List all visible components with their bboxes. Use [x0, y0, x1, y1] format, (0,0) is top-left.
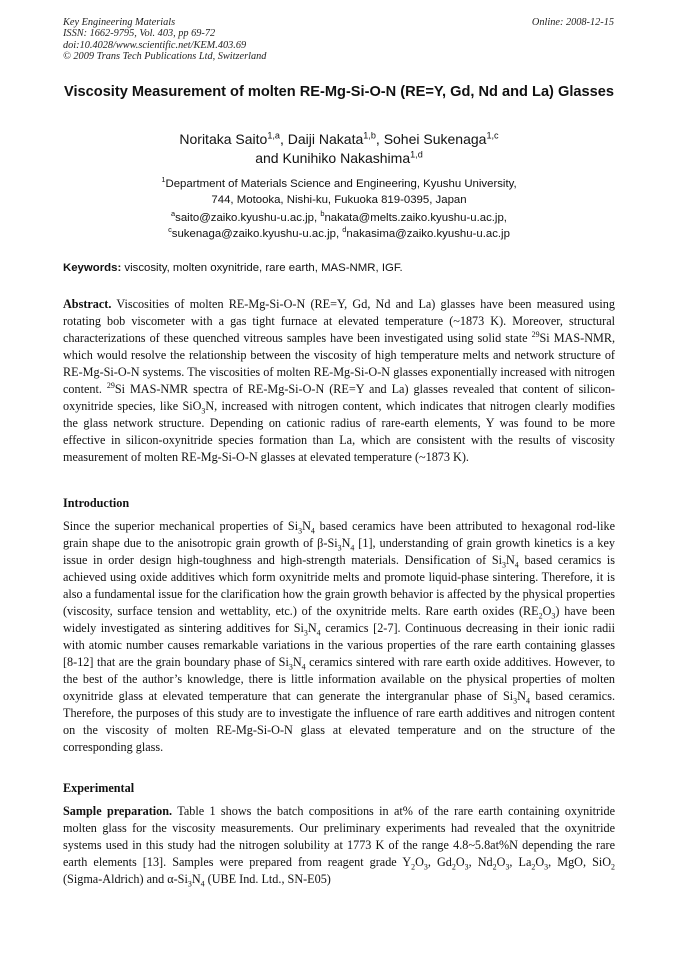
experimental-text: , Gd [427, 855, 452, 869]
subscript: 3 [288, 662, 293, 672]
author-name: Kunihiko Nakashima [282, 150, 411, 166]
abstract-text: Si MAS-NMR, which would resolve the relationship between the viscosity of high temperature melts and network structure of RE-Mg-Si-O-N systems. The viscosities of molten RE-Mg-Si-O-N glasses exponentially increased with nitrogen content. [63, 331, 616, 396]
intro-text: N [292, 655, 302, 669]
journal-name: Key Engineering Materials [63, 17, 176, 28]
subscript: 3 [513, 696, 518, 706]
isotope-sup: 29 [106, 380, 115, 390]
email-list [63, 210, 615, 242]
author-sup: 1,d [410, 149, 423, 160]
subscript: 3 [303, 628, 308, 638]
subscript: 3 [544, 862, 549, 872]
intro-text: ceramics [2-7]. Continuous decreasing in their ionic radii with atomic number causes remarkable variations in the various properties of the rare earth containing glasses [8-12] that are the grain boundary phase of Si [63, 621, 615, 669]
email-sup: c [168, 225, 172, 235]
intro-text: N [505, 553, 515, 567]
intro-text: ceramics sintered with rare earth oxide additives. However, to the best of the author’s knowledge, there is little information available on the physical properties of molten oxynitride glass at elevated temperature that can generate the intergranular phase of Si [63, 655, 615, 703]
intro-text: based ceramics have been attributed to hexagonal rod-like grain shape due to the anisotropic grain growth of β-Si [63, 519, 615, 550]
experimental-heading: Experimental [63, 781, 135, 795]
subscript: 3 [298, 526, 303, 536]
doi: doi:10.4028/www.scientific.net/KEM.403.69 [63, 39, 247, 51]
issn: ISSN: 1662-9795, Vol. 403, pp 69-72 [63, 28, 216, 40]
subscript: 4 [310, 526, 315, 536]
intro-text: O [542, 604, 552, 618]
affiliation-line: Department of Materials Science and Engineering, Kyushu University, [165, 178, 517, 190]
subscript: 3 [464, 862, 469, 872]
copyright: © 2009 Trans Tech Publications Ltd, Switzerland [63, 50, 267, 62]
abstract [63, 296, 615, 466]
experimental-paragraph [63, 803, 615, 888]
email-link[interactable]: saito@zaiko.kyushu-u.ac.jp, [175, 212, 318, 224]
subscript: 4 [525, 696, 530, 706]
subscript: 4 [350, 543, 355, 553]
author-sup: 1,b [363, 130, 376, 141]
affiliation [63, 176, 615, 208]
intro-text: ) have been widely investigated as sintering additives for Si [63, 604, 615, 635]
subscript: 3 [502, 560, 506, 570]
author-name: Daiji Nakata [287, 131, 364, 147]
email-sup: b [320, 209, 325, 219]
introduction-paragraph [63, 518, 615, 756]
subscript: 2 [492, 862, 497, 872]
email-sup: d [342, 225, 347, 235]
subscript: 3 [337, 543, 342, 553]
abstract-text: N, increased with nitrogen content, which indicates that nitrogen clearly modifies the glass network structure. Depending on cationic radius of rare-earth elements, Y was found to be more effective in silicon-oxynitride species formation than La, which are consistent with the results of viscosity measurement of molten RE-Mg-Si-O-N glasses at elevated temperature (~1873 K). [63, 399, 615, 464]
affiliation-sup: 1 [161, 175, 166, 185]
author-sup: 1,c [486, 130, 499, 141]
keywords [63, 262, 615, 274]
experimental-text: O [496, 855, 506, 869]
journal-header [63, 17, 266, 62]
experimental-text: Table 1 shows the batch compositions in at% of the rare earth containing oxynitride molten glass for the viscosity measurements. Our preliminary experiments had revealed that the oxynitride systems used in this study had the nitrogen solubility at 1773 K of the range 4.8~5.8at%N depending the rare earth elements [13]. Samples were prepared from reagent grade Y [63, 804, 615, 869]
subscript: 4 [514, 560, 519, 570]
subscript: 2 [538, 611, 543, 621]
intro-text: Since the superior mechanical properties of Si [63, 519, 299, 533]
author-list: Noritaka Saito$^{1,a}$, Daiji Nakata$^{1,b}$, Sohei Sukenaga$^{1,c}$ and Kunihiko Nakashima$^{1,d}$ [179, 130, 499, 166]
subscript: 3 [551, 611, 556, 621]
intro-text: based ceramics is achieved using oxide additives which form oxynitride melts and promote liquid-phase sintering. Therefore, it is also a fundamental issue for the clarification how the grain growth behavior is affected by the physical properties (viscosity, surface tension and wettablity, etc.) of the oxynitride melts. Rare earth oxides (RE [63, 553, 616, 618]
intro-text: based ceramics. Therefore, the purposes of this study are to investigate the influence of rare earth additives and nitrogen content on the viscosity of molten RE-Mg-Si-O-N glass at elevated temperature and on the structure of the corresponding glass. [63, 689, 616, 754]
online-date: Online: 2008-12-15 [531, 17, 614, 28]
experimental-text: , La [509, 855, 532, 869]
intro-text: [1], understanding of grain growth kinetics is a key issue in order design high-toughness and high-strength materials. Densification of Si [63, 536, 615, 567]
author-name: Sohei Sukenaga [383, 131, 487, 147]
subscript: 3 [201, 406, 206, 416]
experimental-text: N [191, 872, 201, 886]
intro-text: N [341, 536, 351, 550]
subscript: 3 [423, 862, 428, 872]
intro-text: N [302, 519, 311, 533]
email-link[interactable]: nakata@melts.zaiko.kyushu-u.ac.jp, [324, 212, 507, 224]
experimental-text: , MgO, SiO [548, 855, 612, 869]
abstract-label: Abstract. [63, 297, 112, 311]
keywords-text: viscosity, molten oxynitride, rare earth, MAS-NMR, IGF. [124, 262, 403, 274]
subscript: 2 [611, 862, 616, 872]
experimental-text: (Sigma-Aldrich) and α-Si [63, 872, 188, 886]
experimental-text: O [535, 855, 545, 869]
paper-title: Viscosity Measurement of molten RE-Mg-Si-O-N (RE=Y, Gd, Nd and La) Glasses [64, 84, 614, 100]
experimental-text: (UBE Ind. Ltd., SN-E05) [204, 872, 331, 886]
introduction-heading: Introduction [63, 496, 130, 510]
email-sup: a [171, 209, 176, 219]
abstract-text: Viscosities of molten RE-Mg-Si-O-N (RE=Y, Gd, Nd and La) glasses have been measured using rotating bob viscometer with a gas tight furnace at elevated temperature (~1873 K). Moreover, structural characterizations of these quenched vitreous samples have been investigated using solid state [63, 297, 615, 345]
experimental-text: O [415, 855, 424, 869]
isotope-sup: 29 [531, 329, 540, 339]
subscript: 3 [505, 862, 510, 872]
subsection-label: Sample preparation. [63, 804, 173, 818]
author-sup: 1,a [267, 130, 280, 141]
intro-text: N [307, 621, 317, 635]
subscript: 4 [301, 662, 306, 672]
affiliation-line: 744, Motooka, Nishi-ku, Fukuoka 819-0395, Japan [211, 194, 467, 206]
keywords-label: Keywords: [63, 262, 122, 274]
author-and: and [255, 150, 279, 166]
email-link[interactable]: nakasima@zaiko.kyushu-u.ac.jp [346, 228, 510, 240]
abstract-text: Si MAS-NMR spectra of RE-Mg-Si-O-N (RE=Y and La) glasses revealed that content of silicon-oxynitride species, like SiO [63, 382, 615, 413]
email-link[interactable]: sukenaga@zaiko.kyushu-u.ac.jp, [171, 228, 340, 240]
subscript: 4 [316, 628, 321, 638]
subscript: 2 [531, 862, 536, 872]
intro-text: N [517, 689, 526, 703]
experimental-text: O [455, 855, 465, 869]
subscript: 3 [187, 879, 192, 889]
author-name: Noritaka Saito [179, 131, 268, 147]
subscript: 2 [411, 862, 416, 872]
subscript: 4 [200, 879, 205, 889]
experimental-text: , Nd [468, 855, 493, 869]
subscript: 2 [451, 862, 456, 872]
